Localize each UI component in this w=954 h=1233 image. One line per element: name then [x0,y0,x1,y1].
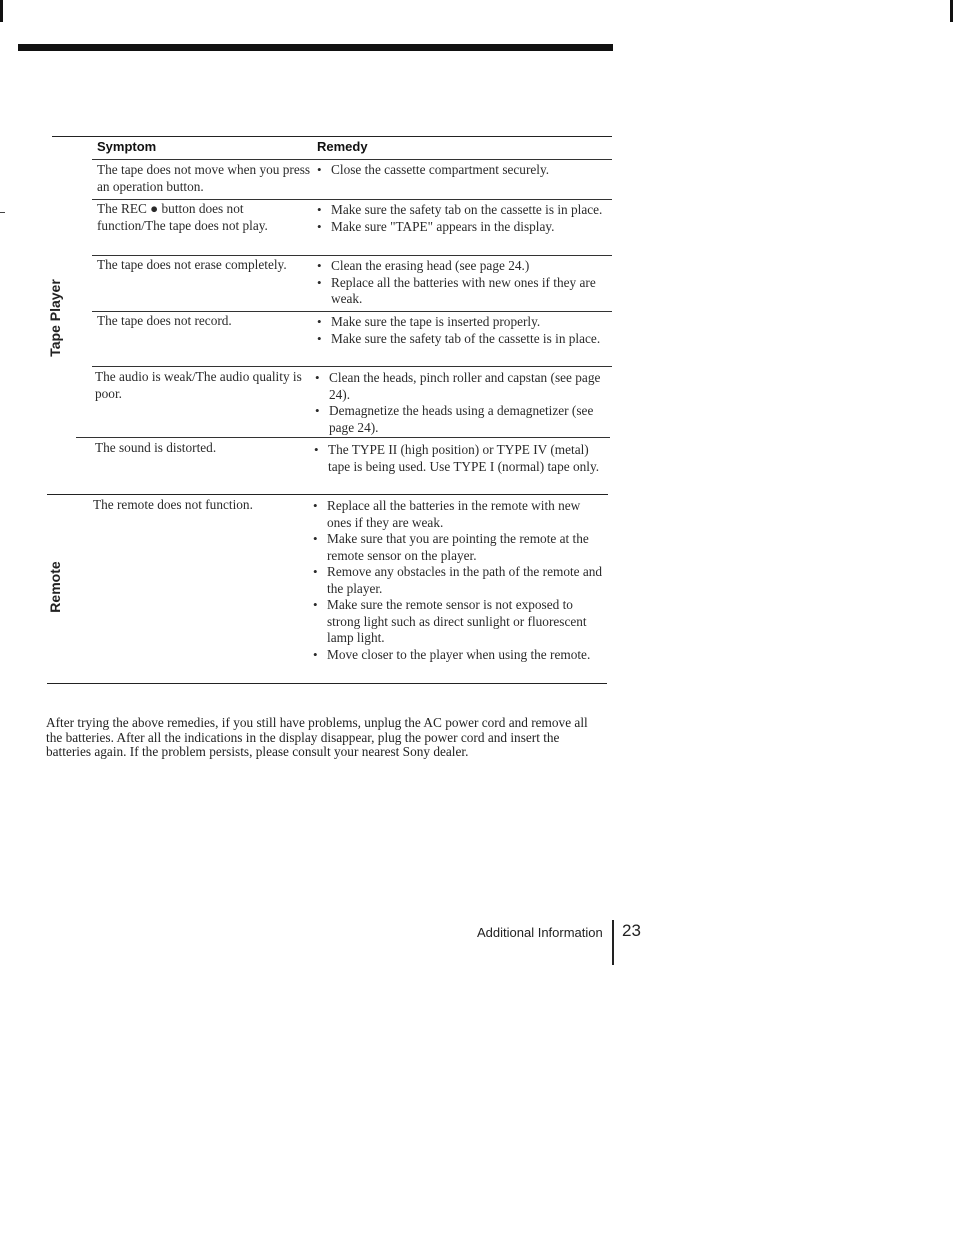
symptom-text: The tape does not record. [97,313,232,328]
remedy-list [315,370,605,436]
remedy-item: • Make sure the tape is inserted properly. [317,314,607,331]
remedy-list [317,162,607,179]
symptom-text: The audio is weak/The audio quality is poor. [95,369,302,401]
symptom-text: The remote does not function. [93,497,253,512]
remedy-column-header: Remedy [317,139,368,154]
remedy-item: • Move closer to the player when using the remote. [313,647,603,664]
remedy-list [317,202,607,235]
remedy-item: • Demagnetize the heads using a demagnetizer (see page 24). [315,403,605,436]
header-underline [92,159,612,160]
row-divider [92,255,612,256]
symptom-text: The tape does not move when you press an operation button. [97,162,311,194]
row-divider [76,437,610,438]
row-divider [92,311,612,312]
remedy-item: • Clean the heads, pinch roller and capstan (see page 24). [315,370,605,403]
section-label-tape-player: Tape Player [47,279,63,357]
remedy-item: • Make sure the remote sensor is not exposed to strong light such as direct sunlight or fluorescent lamp light. [313,597,603,647]
row-divider [92,199,612,200]
remedy-list [317,258,607,308]
page-edge-mark-left [0,0,3,22]
table-bottom-rule [47,683,607,684]
remedy-item: • Replace all the batteries with new ones if they are weak. [317,275,607,308]
remedy-list [313,498,603,663]
closing-paragraph: After trying the above remedies, if you still have problems, unplug the AC power cord and remove all the batteries. After all the indications in the display disappear, plug the power cord and insert the batteries again. If the problem persists, please consult your nearest Sony dealer. [46,715,588,760]
symptom-text: The REC ● button does not function/The tape does not play. [97,201,268,233]
margin-tick [0,212,5,213]
remedy-item: • Make sure the safety tab on the cassette is in place. [317,202,607,219]
remedy-item: • Replace all the batteries in the remote with new ones if they are weak. [313,498,603,531]
symptom-text: The sound is distorted. [95,440,217,455]
remedy-item: • The TYPE II (high position) or TYPE IV (metal) tape is being used. Use TYPE I (normal) tape only. [314,442,604,475]
footer-divider [612,920,614,965]
remedy-item: • Close the cassette compartment securely. [317,162,607,179]
header-rule-bar [18,44,613,51]
remedy-item: • Make sure the safety tab of the cassette is in place. [317,331,607,348]
page-number: 23 [622,921,641,940]
remedy-item: • Clean the erasing head (see page 24.) [317,258,607,275]
page-edge-mark-right [950,0,953,22]
remedy-item: • Remove any obstacles in the path of the remote and the player. [313,564,603,597]
symptom-column-header: Symptom [97,139,157,154]
remedy-item: • Make sure that you are pointing the remote at the remote sensor on the player. [313,531,603,564]
symptom-text: The tape does not erase completely. [97,257,287,272]
section-divider [47,494,608,495]
remedy-list [317,314,607,347]
row-divider [92,366,612,367]
remedy-list [314,442,604,475]
footer-section-title: Additional Information [477,925,603,940]
section-label-remote: Remote [47,561,63,613]
remedy-item: • Make sure "TAPE" appears in the display. [317,219,607,236]
table-top-rule [52,136,612,137]
